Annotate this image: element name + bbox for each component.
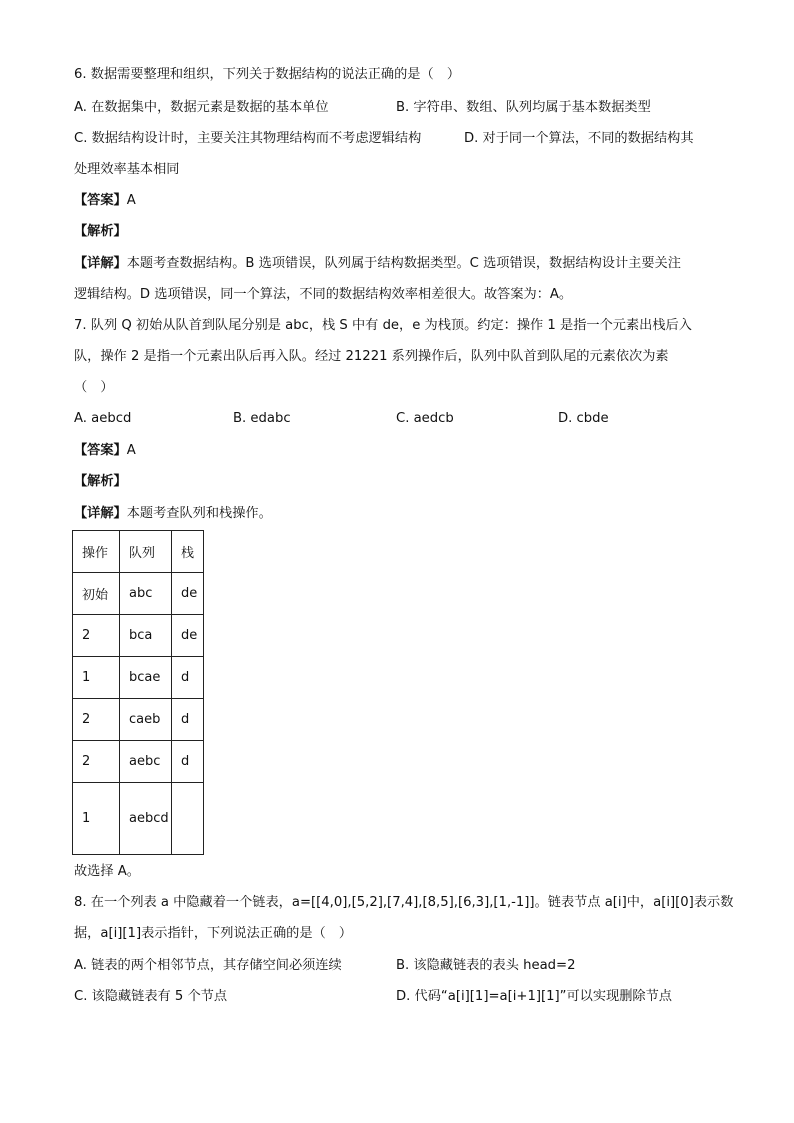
table-cell: 2 [73, 699, 120, 741]
q7-stem-2: 队，操作 2 是指一个元素出队后再入队。经过 21221 系列操作后，队列中队首到队尾的元素依次为素 [74, 349, 669, 364]
detail-text: 本题考查队列和栈操作。 [126, 506, 272, 521]
table-cell: bcae [120, 657, 172, 699]
q7-conclusion: 故选择 A。 [74, 864, 140, 879]
table-header-cell: 操作 [73, 531, 120, 573]
operations-table [72, 530, 204, 855]
detail-text-1: 本题考查数据结构。B 选项错误，队列属于结构数据类型。C 选项错误，数据结构设计主要关注 [126, 256, 681, 271]
detail-tag: 【详解】 [74, 256, 127, 271]
table-row [73, 657, 204, 699]
q6-option-d-cont: 处理效率基本相同 [74, 162, 180, 177]
q8-option-b: B. 该隐藏链表的表头 head=2 [396, 958, 576, 973]
table-cell: de [172, 615, 204, 657]
analysis-tag: 【解析】 [74, 224, 127, 239]
table-cell: abc [120, 573, 172, 615]
q6-option-b: B. 字符串、数组、队列均属于基本数据类型 [396, 100, 651, 115]
table-cell: d [172, 741, 204, 783]
q6-detail-cont: 逻辑结构。D 选项错误，同一个算法，不同的数据结构效率相差很大。故答案为：A。 [74, 287, 573, 302]
q7-stem-3: （ ） [74, 380, 114, 395]
answer-tag: 【答案】 [74, 443, 127, 458]
answer-tag: 【答案】 [74, 193, 127, 208]
table-header-cell: 栈 [172, 531, 204, 573]
q7-stem-1: 7. 队列 Q 初始从队首到队尾分别是 abc，栈 S 中有 de，e 为栈顶。约定：操作 1 是指一个元素出栈后入 [74, 318, 692, 333]
table-row [73, 699, 204, 741]
q7-option-d: D. cbde [558, 411, 609, 426]
table-cell: 2 [73, 615, 120, 657]
table-cell: aebcd [120, 783, 172, 855]
q6-analysis-tag [74, 223, 127, 241]
answer-value: A [126, 193, 136, 208]
table-row [73, 741, 204, 783]
table-cell [172, 783, 204, 855]
q8-option-a: A. 链表的两个相邻节点，其存储空间必须连续 [74, 958, 342, 973]
table-row [73, 573, 204, 615]
table-cell: d [172, 657, 204, 699]
table-header-row [73, 531, 204, 573]
table-row [73, 783, 204, 855]
table-cell: bca [120, 615, 172, 657]
table-cell: 2 [73, 741, 120, 783]
table-cell: d [172, 699, 204, 741]
answer-value: A [126, 443, 136, 458]
q7-option-b: B. edabc [233, 411, 291, 426]
q6-detail [74, 255, 681, 273]
table-cell: 初始 [73, 573, 120, 615]
table-cell: 1 [73, 783, 120, 855]
q8-option-d: D. 代码“a[i][1]=a[i+1][1]”可以实现删除节点 [396, 989, 672, 1004]
q8-stem-1: 8. 在一个列表 a 中隐藏着一个链表，a=[[4,0],[5,2],[7,4],[8,5],[6,3],[1,-1]]。链表节点 a[i]中，a[i][0]表示数 [74, 895, 734, 910]
detail-tag: 【详解】 [74, 506, 127, 521]
q6-option-d: D. 对于同一个算法，不同的数据结构其 [464, 131, 694, 146]
table-cell: 1 [73, 657, 120, 699]
q7-analysis-tag [74, 473, 127, 491]
q7-option-c: C. aedcb [396, 411, 454, 426]
q6-answer [74, 192, 136, 210]
table-cell: aebc [120, 741, 172, 783]
table-cell: caeb [120, 699, 172, 741]
analysis-tag: 【解析】 [74, 474, 127, 489]
q8-stem-2: 据，a[i][1]表示指针，下列说法正确的是（ ） [74, 926, 353, 941]
q7-detail [74, 505, 272, 523]
table-cell: de [172, 573, 204, 615]
q6-option-c: C. 数据结构设计时，主要关注其物理结构而不考虑逻辑结构 [74, 131, 422, 146]
q6-stem: 6. 数据需要整理和组织，下列关于数据结构的说法正确的是（ ） [74, 67, 461, 82]
q7-option-a: A. aebcd [74, 411, 132, 426]
q6-option-a: A. 在数据集中，数据元素是数据的基本单位 [74, 100, 329, 115]
table-row [73, 615, 204, 657]
q8-option-c: C. 该隐藏链表有 5 个节点 [74, 989, 228, 1004]
q7-answer [74, 442, 136, 460]
table-header-cell: 队列 [120, 531, 172, 573]
